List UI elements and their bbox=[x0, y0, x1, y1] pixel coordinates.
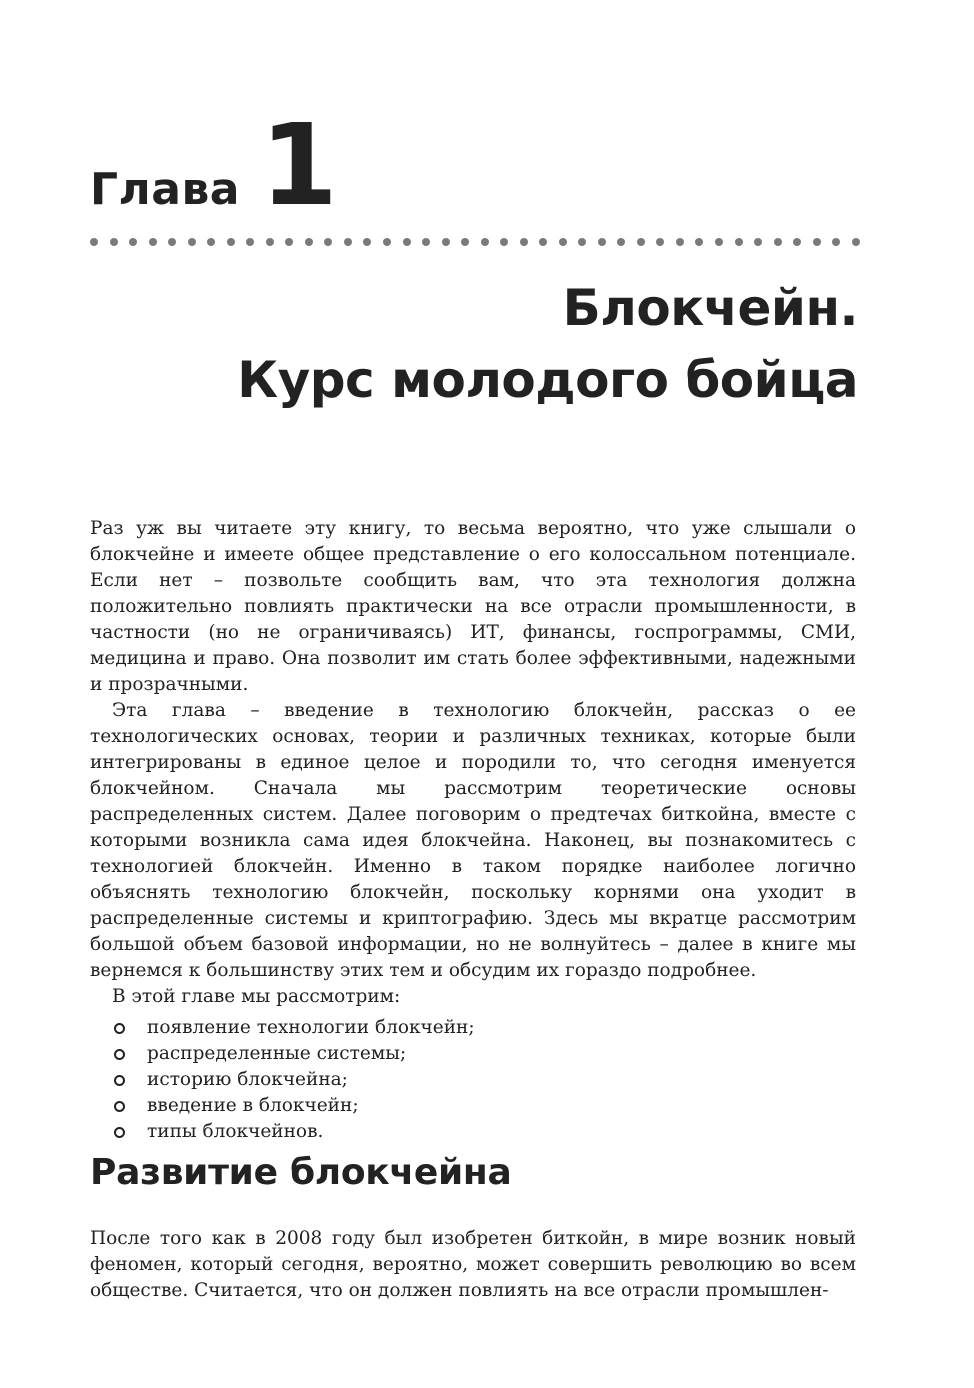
intro-paragraph: Эта глава – введение в технологию блокчейн, рассказ о ее технологических основах, теории и различных техниках, которые были интегрированы в единое целое и породили то, что сегодня именуется блокчейном. Сначала мы рассмотрим теоретические основы распределенных систем. Далее поговорим о предтечах биткойна, вместе с которыми возникла сама идея блокчейна. Наконец, вы познакомитесь с технологией блокчейн. Именно в таком порядке наиболее логично объяснять технологию блокчейн, поскольку корнями она уходит в распределенные системы и криптографию. Здесь мы вкратце рассмотрим большой объем базовой информации, но не волнуйтесь – далее в книге мы вернемся к большинству этих тем и обсудим их гораздо подробнее. bbox=[90, 700, 856, 981]
divider-dot bbox=[481, 238, 489, 246]
dotted-divider bbox=[90, 237, 860, 247]
intro-text bbox=[90, 516, 856, 1145]
section-heading: Развитие блокчейна bbox=[90, 1152, 512, 1193]
divider-dot bbox=[852, 238, 860, 246]
list-item-text: историю блокчейна; bbox=[147, 1069, 348, 1090]
list-item-text: типы блокчейнов. bbox=[147, 1121, 324, 1142]
divider-dot bbox=[754, 238, 762, 246]
divider-dot bbox=[188, 238, 196, 246]
circle-bullet-icon bbox=[114, 1101, 125, 1112]
list-item bbox=[90, 1015, 856, 1041]
divider-dot bbox=[500, 238, 508, 246]
list-item-text: распределенные системы; bbox=[147, 1043, 407, 1064]
divider-dot bbox=[246, 238, 254, 246]
list-intro: В этой главе мы рассмотрим: bbox=[112, 986, 401, 1007]
divider-dot bbox=[735, 238, 743, 246]
section-paragraph: После того как в 2008 году был изобретен биткойн, в мире возник новый феномен, который сегодня, вероятно, может совершить революцию во всем обществе. Считается, что он должен повлиять на все отрасли промышлен- bbox=[90, 1228, 856, 1301]
chapter-number: 1 bbox=[260, 101, 338, 231]
divider-dot bbox=[403, 238, 411, 246]
topics-list bbox=[90, 1015, 856, 1145]
chapter-title-line: Блокчейн. bbox=[562, 279, 858, 337]
divider-dot bbox=[90, 238, 98, 246]
divider-dot bbox=[520, 238, 528, 246]
intro-paragraph: Раз уж вы читаете эту книгу, то весьма вероятно, что уже слышали о блокчейне и имеете общее представление о его колоссальном потенциале. Если нет – позвольте сообщить вам, что эта технология должна положительно повлиять практически на все отрасли промышленности, в частности (но не ограничиваясь) ИТ, финансы, госпрограммы, СМИ, медицина и право. Она позволит им стать более эффективными, надежными и прозрачными. bbox=[90, 518, 856, 695]
divider-dot bbox=[363, 238, 371, 246]
divider-dot bbox=[637, 238, 645, 246]
list-item bbox=[90, 1093, 856, 1119]
divider-dot bbox=[383, 238, 391, 246]
divider-dot bbox=[715, 238, 723, 246]
section-text bbox=[90, 1226, 856, 1304]
divider-dot bbox=[617, 238, 625, 246]
divider-dot bbox=[578, 238, 586, 246]
circle-bullet-icon bbox=[114, 1127, 125, 1138]
divider-dot bbox=[129, 238, 137, 246]
divider-dot bbox=[442, 238, 450, 246]
chapter-label: Глава bbox=[90, 164, 240, 215]
chapter-title bbox=[237, 272, 858, 416]
list-item bbox=[90, 1041, 856, 1067]
circle-bullet-icon bbox=[114, 1075, 125, 1086]
circle-bullet-icon bbox=[114, 1049, 125, 1060]
list-item bbox=[90, 1119, 856, 1145]
divider-dot bbox=[324, 238, 332, 246]
divider-dot bbox=[793, 238, 801, 246]
divider-dot bbox=[656, 238, 664, 246]
divider-dot bbox=[813, 238, 821, 246]
divider-dot bbox=[461, 238, 469, 246]
divider-dot bbox=[285, 238, 293, 246]
divider-dot bbox=[559, 238, 567, 246]
divider-dot bbox=[422, 238, 430, 246]
divider-dot bbox=[266, 238, 274, 246]
list-item bbox=[90, 1067, 856, 1093]
divider-dot bbox=[110, 238, 118, 246]
divider-dot bbox=[539, 238, 547, 246]
divider-dot bbox=[344, 238, 352, 246]
divider-dot bbox=[207, 238, 215, 246]
divider-dot bbox=[695, 238, 703, 246]
list-item-text: появление технологии блокчейн; bbox=[147, 1017, 475, 1038]
divider-dot bbox=[227, 238, 235, 246]
divider-dot bbox=[774, 238, 782, 246]
chapter-heading bbox=[90, 101, 338, 231]
divider-dot bbox=[305, 238, 313, 246]
circle-bullet-icon bbox=[114, 1023, 125, 1034]
divider-dot bbox=[598, 238, 606, 246]
divider-dot bbox=[149, 238, 157, 246]
list-item-text: введение в блокчейн; bbox=[147, 1095, 359, 1116]
divider-dot bbox=[832, 238, 840, 246]
divider-dot bbox=[676, 238, 684, 246]
chapter-title-line: Курс молодого бойца bbox=[237, 351, 858, 409]
divider-dot bbox=[168, 238, 176, 246]
